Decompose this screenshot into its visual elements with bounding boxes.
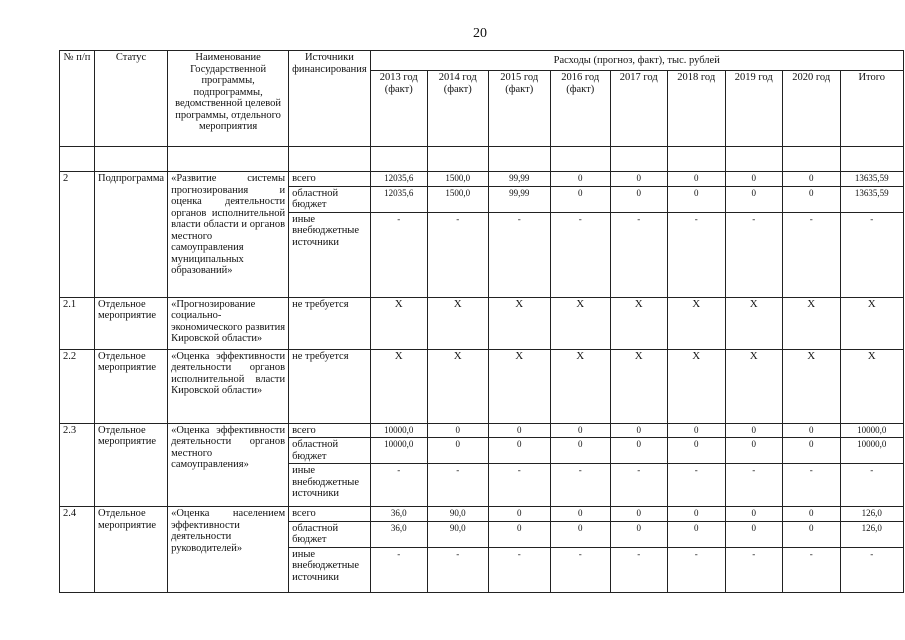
row-value: X [725, 297, 782, 349]
row-value: 1500,0 [427, 186, 488, 212]
header-sources: Источники финансирования [289, 51, 371, 147]
row-value: 12035,6 [370, 186, 427, 212]
row-value: 12035,6 [370, 172, 427, 187]
row-value: 0 [725, 521, 782, 547]
row-value: - [782, 464, 840, 507]
header-year: 2015 год (факт) [488, 71, 550, 147]
row-value: 0 [610, 507, 667, 522]
page-number: 20 [473, 26, 487, 41]
row-value: X [610, 297, 667, 349]
row-value: - [667, 212, 725, 297]
row-value: X [782, 297, 840, 349]
row-value: 0 [488, 438, 550, 464]
row-value: 0 [782, 438, 840, 464]
row-number: 2.3 [60, 423, 95, 507]
row-value: 0 [782, 507, 840, 522]
row-value: - [782, 547, 840, 592]
row-total: - [840, 212, 903, 297]
row-value: 0 [610, 186, 667, 212]
row-value: - [550, 464, 610, 507]
row-value: 0 [782, 423, 840, 438]
row-value: - [488, 212, 550, 297]
row-value: 0 [667, 438, 725, 464]
row-value: 0 [427, 438, 488, 464]
row-value: - [725, 547, 782, 592]
row-value: - [725, 464, 782, 507]
row-value: 0 [550, 438, 610, 464]
row-value: - [667, 547, 725, 592]
row-value: - [782, 212, 840, 297]
row-total: 126,0 [840, 507, 903, 522]
row-value: 0 [550, 172, 610, 187]
header-year: 2013 год (факт) [370, 71, 427, 147]
row-value: - [725, 212, 782, 297]
row-value: 0 [667, 186, 725, 212]
header-status: Статус [95, 51, 168, 147]
row-value: 90,0 [427, 521, 488, 547]
header-year: 2020 год [782, 71, 840, 147]
row-source: областной бюджет [289, 438, 371, 464]
row-value: - [370, 212, 427, 297]
row-value: X [427, 349, 488, 423]
row-value: - [370, 464, 427, 507]
header-year: 2019 год [725, 71, 782, 147]
row-status: Отдельное мероприятие [95, 423, 168, 507]
row-source: всего [289, 507, 371, 522]
row-value: - [610, 464, 667, 507]
row-number: 2.4 [60, 507, 95, 593]
row-value: 0 [610, 423, 667, 438]
header-spacer-row [60, 147, 904, 172]
row-value: 0 [725, 186, 782, 212]
row-source: областной бюджет [289, 186, 371, 212]
row-source: всего [289, 423, 371, 438]
row-status: Отдельное мероприятие [95, 507, 168, 593]
row-value: 0 [667, 423, 725, 438]
row-total: - [840, 547, 903, 592]
row-total: - [840, 464, 903, 507]
row-value: X [427, 297, 488, 349]
row-value: X [550, 349, 610, 423]
header-total: Итого [840, 71, 903, 147]
row-value: 0 [667, 521, 725, 547]
header-year: 2018 год [667, 71, 725, 147]
row-value: 0 [610, 438, 667, 464]
row-value: - [427, 464, 488, 507]
table-row [60, 349, 904, 423]
row-value: - [610, 547, 667, 592]
row-value: X [370, 297, 427, 349]
row-value: 0 [725, 172, 782, 187]
header-year: 2017 год [610, 71, 667, 147]
row-status: Отдельное мероприятие [95, 349, 168, 423]
row-value: - [488, 547, 550, 592]
row-value: 0 [725, 438, 782, 464]
row-number: 2.2 [60, 349, 95, 423]
row-value: 0 [782, 186, 840, 212]
row-source: не требуется [289, 349, 371, 423]
row-value: 0 [488, 521, 550, 547]
row-source: всего [289, 172, 371, 187]
row-number: 2 [60, 172, 95, 298]
row-value: 0 [550, 507, 610, 522]
row-value: 0 [488, 507, 550, 522]
row-value: X [782, 349, 840, 423]
row-value: - [427, 547, 488, 592]
row-value: 36,0 [370, 521, 427, 547]
row-value: 99,99 [488, 172, 550, 187]
row-value: 0 [550, 521, 610, 547]
row-value: 0 [782, 521, 840, 547]
row-total: 13635,59 [840, 186, 903, 212]
row-total: X [840, 349, 903, 423]
row-value: 0 [427, 423, 488, 438]
row-name: «Оценка эффективности деятельности органов местного самоуправления» [168, 423, 289, 507]
row-value: - [550, 212, 610, 297]
row-name: «Прогнозирование социально-экономического развития Кировской области» [168, 297, 289, 349]
row-value: X [550, 297, 610, 349]
row-value: 90,0 [427, 507, 488, 522]
row-name: «Оценка эффективности деятельности органов исполнительной власти Кировской области» [168, 349, 289, 423]
row-total: X [840, 297, 903, 349]
header-year: 2016 год (факт) [550, 71, 610, 147]
row-value: - [427, 212, 488, 297]
row-value: - [550, 547, 610, 592]
row-value: 0 [488, 423, 550, 438]
row-value: 0 [725, 507, 782, 522]
row-value: 0 [610, 172, 667, 187]
row-source: не требуется [289, 297, 371, 349]
row-name: «Развитие системы прогнозирования и оценка деятельности органов исполнительной власти области и органов местного самоуправления муниципальных образований» [168, 172, 289, 298]
row-total: 10000,0 [840, 438, 903, 464]
row-value: 0 [667, 507, 725, 522]
row-name: «Оценка населением эффективности деятельности руководителей» [168, 507, 289, 593]
table-row [60, 507, 904, 522]
row-value: - [488, 464, 550, 507]
row-source: иные внебюджетные источники [289, 464, 371, 507]
row-total: 13635,59 [840, 172, 903, 187]
row-status: Отдельное мероприятие [95, 297, 168, 349]
row-value: X [610, 349, 667, 423]
row-value: X [725, 349, 782, 423]
row-status: Подпрограмма [95, 172, 168, 298]
row-value: 0 [782, 172, 840, 187]
row-value: 10000,0 [370, 423, 427, 438]
row-total: 126,0 [840, 521, 903, 547]
row-value: X [667, 349, 725, 423]
row-value: - [370, 547, 427, 592]
row-value: 10000,0 [370, 438, 427, 464]
row-value: X [667, 297, 725, 349]
header-year: 2014 год (факт) [427, 71, 488, 147]
row-number: 2.1 [60, 297, 95, 349]
row-value: X [488, 297, 550, 349]
header-row-1 [60, 51, 904, 71]
row-total: 10000,0 [840, 423, 903, 438]
table-row [60, 172, 904, 187]
row-value: 1500,0 [427, 172, 488, 187]
row-value: X [488, 349, 550, 423]
header-expenses: Расходы (прогноз, факт), тыс. рублей [370, 51, 903, 71]
row-source: иные внебюджетные источники [289, 212, 371, 297]
row-source: областной бюджет [289, 521, 371, 547]
row-value: X [370, 349, 427, 423]
row-value: 0 [667, 172, 725, 187]
row-value: 0 [610, 521, 667, 547]
row-value: 0 [550, 186, 610, 212]
row-value: - [667, 464, 725, 507]
header-num: № п/п [60, 51, 95, 147]
row-value: 0 [550, 423, 610, 438]
row-value: 99,99 [488, 186, 550, 212]
row-value: 36,0 [370, 507, 427, 522]
row-source: иные внебюджетные источники [289, 547, 371, 592]
header-name: Наименование Государственной программы, подпрограммы, ведомственной целевой программы, отдельного мероприятия [168, 51, 289, 147]
table-row [60, 297, 904, 349]
row-value: - [610, 212, 667, 297]
table-row [60, 423, 904, 438]
expenses-table [59, 50, 904, 593]
row-value: 0 [725, 423, 782, 438]
